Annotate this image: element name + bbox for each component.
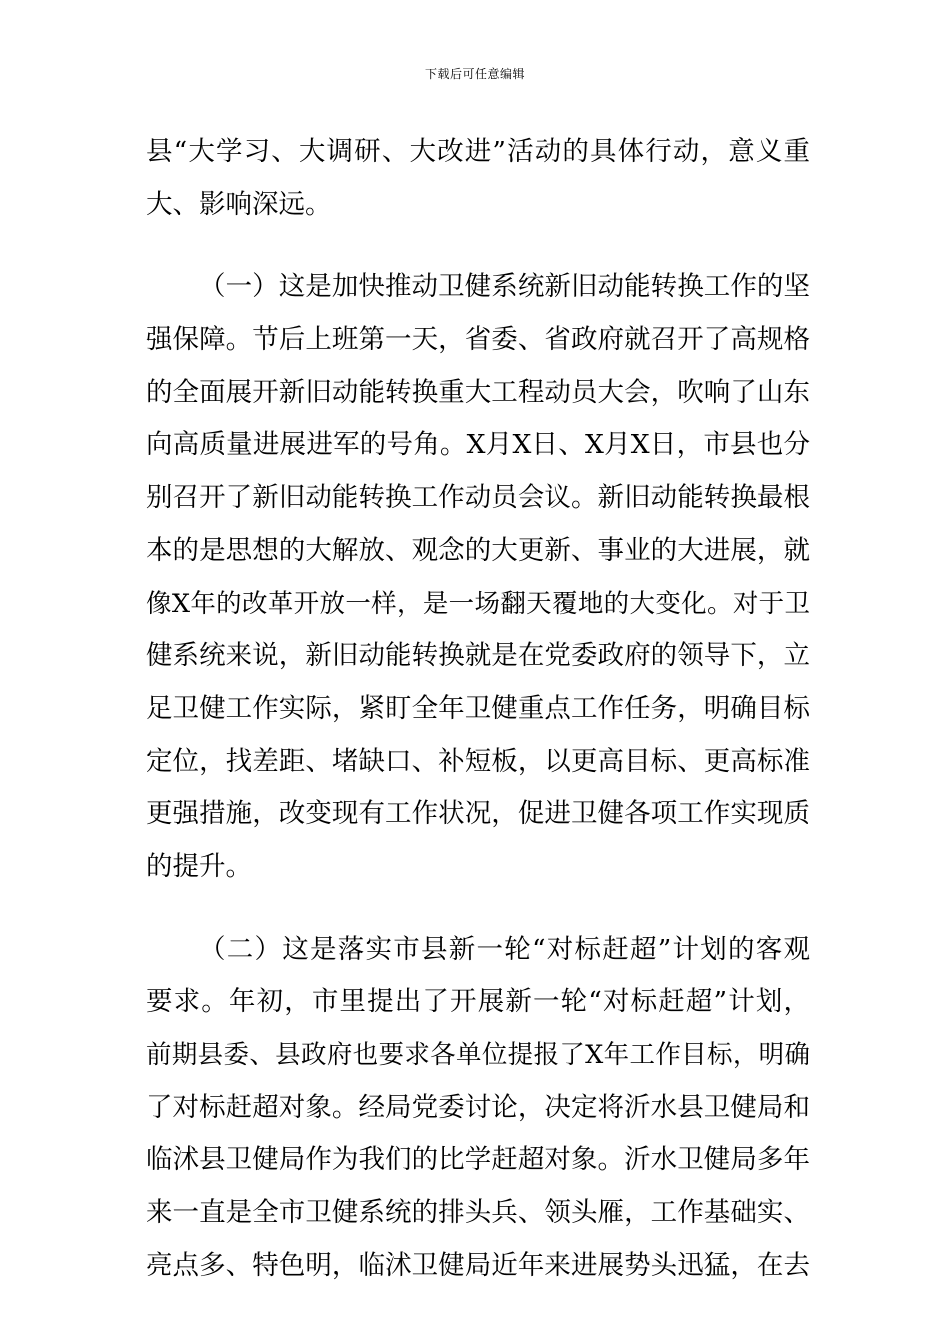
text-line: 前期县委、县政府也要求各单位提报了X年工作目标，明确 bbox=[146, 1040, 810, 1070]
paragraph-gap bbox=[146, 231, 810, 261]
document-body bbox=[146, 126, 810, 1292]
text-line-indented: （二）这是落实市县新一轮“对标赶超”计划的客观 bbox=[199, 933, 810, 965]
text-line-indented: （一）这是加快推动卫健系统新旧动能转换工作的坚 bbox=[199, 271, 810, 303]
text-line: 足卫健工作实际，紧盯全年卫健重点工作任务，明确目标 bbox=[146, 692, 810, 724]
text-line: 的全面展开新旧动能转换重大工程动员大会，吹响了山东 bbox=[146, 376, 810, 408]
text-line: 向高质量进展进军的号角。X月X日、X月X日，市县也分 bbox=[146, 429, 810, 461]
text-line: 更强措施，改变现有工作状况，促进卫健各项工作实现质 bbox=[146, 798, 810, 830]
text-line: 亮点多、特色明，临沭卫健局近年来进展势头迅猛，在去 bbox=[146, 1249, 810, 1281]
paragraph-intro bbox=[146, 126, 810, 231]
text-line: 要求。年初，市里提出了开展新一轮“对标赶超”计划， bbox=[146, 986, 810, 1018]
paragraph-section-2 bbox=[146, 924, 810, 1293]
paragraph-section-1 bbox=[146, 261, 810, 893]
text-line: 了对标赶超对象。经局党委讨论，决定将沂水县卫健局和 bbox=[146, 1091, 810, 1123]
text-line: 强保障。节后上班第一天，省委、省政府就召开了高规格 bbox=[146, 324, 810, 356]
text-line: 像X年的改革开放一样，是一场翻天覆地的大变化。对于卫 bbox=[146, 588, 810, 619]
paragraph-gap bbox=[146, 894, 810, 924]
text-line: 县“大学习、大调研、大改进”活动的具体行动，意义重 bbox=[146, 136, 810, 167]
text-line: 来一直是全市卫健系统的排头兵、领头雁，工作基础实、 bbox=[146, 1197, 810, 1229]
text-line: 别召开了新旧动能转换工作动员会议。新旧动能转换最根 bbox=[146, 482, 810, 514]
text-line: 大、影响深远。 bbox=[146, 188, 332, 220]
text-line: 的提升。 bbox=[146, 850, 252, 882]
text-line: 定位，找差距、堵缺口、补短板，以更高目标、更高标准 bbox=[146, 745, 810, 777]
text-line: 健系统来说，新旧动能转换就是在党委政府的领导下，立 bbox=[146, 640, 810, 672]
text-line: 临沭县卫健局作为我们的比学赶超对象。沂水卫健局多年 bbox=[146, 1144, 810, 1176]
header-note: 下载后可任意编辑 bbox=[424, 67, 525, 81]
text-line: 本的是思想的大解放、观念的大更新、事业的大进展，就 bbox=[146, 534, 810, 566]
